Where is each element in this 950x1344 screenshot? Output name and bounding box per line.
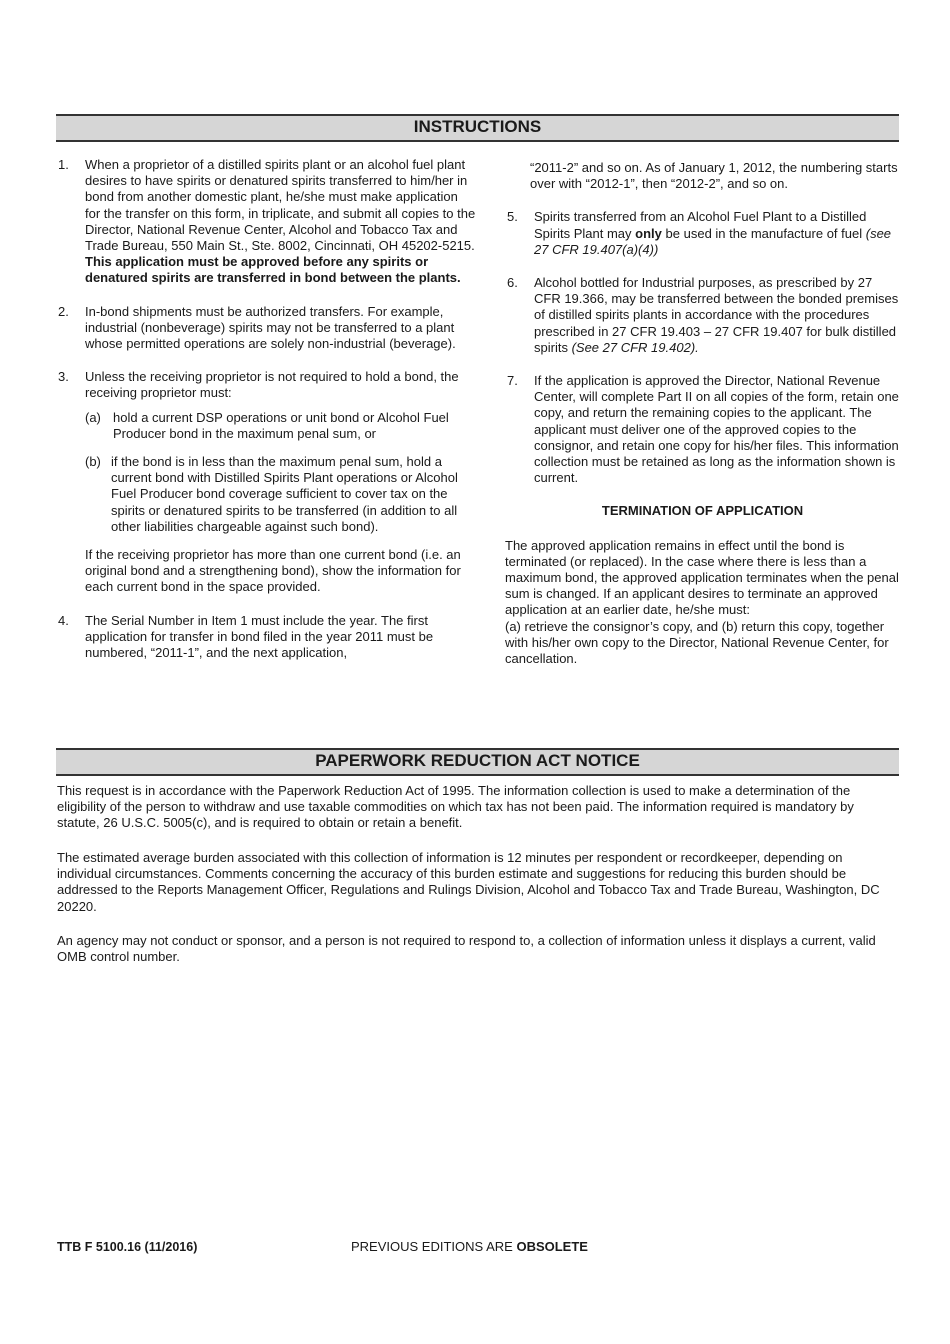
- item-citation: (see 27 CFR 19.407(a)(4)): [534, 225, 892, 257]
- editions-text: PREVIOUS EDITIONS ARE: [351, 1239, 513, 1254]
- instructions-left-column: [56, 157, 476, 678]
- termination-text-steps: (a) retrieve the consignor’s copy, and (b) return this copy, together with his/her own copy to the Director, National Revenue Center, for cancellation.: [505, 618, 889, 667]
- sub-text: if the bond is in less than the maximum penal sum, hold a current bond with Distilled Spirits Plant operations or Alcohol Fuel Producer bond coverage sufficient to cover tax on the spirits or denatured spirits to be transferred (in addition to all other liabilities chargeable against such bond).: [111, 454, 458, 534]
- instruction-item-5: [505, 209, 900, 258]
- item-text: When a proprietor of a distilled spirits plant or an alcohol fuel plant desires to have spirits or denatured spirits transferred to him/her in bond from another domestic plant, he/she must make application for the transfer on this form, in triplicate, and submit all copies to the Director, National Revenue Center, Alcohol and Tobacco Tax and Trade Bureau, 550 Main St., Ste. 8002, Cincinnati, OH 45202-5215.: [85, 157, 476, 254]
- paperwork-heading: PAPERWORK REDUCTION ACT NOTICE: [56, 748, 899, 776]
- item-citation: (See 27 CFR 19.402).: [571, 339, 699, 355]
- editions-notice: [351, 1239, 588, 1254]
- item-number: 4.: [58, 612, 69, 628]
- item-bold-text: This application must be approved before any spirits or denatured spirits are transferred in bond between the plants.: [85, 254, 461, 286]
- instructions-heading: INSTRUCTIONS: [56, 114, 899, 142]
- instruction-item-1: [56, 157, 476, 287]
- item-text: Spirits transferred from an Alcohol Fuel Plant to a Distilled Spirits Plant may: [534, 209, 867, 241]
- item-number: 7.: [507, 373, 518, 389]
- item-number: 3.: [58, 369, 69, 385]
- obsolete-text: OBSOLETE: [516, 1239, 588, 1254]
- item-text: Alcohol bottled for Industrial purposes, as prescribed by 27 CFR 19.366, may be transferred between the bonded premises of distilled spirits plants in accordance with the procedures prescribed in 27 CFR 19.403 – 27 CFR 19.407 for bulk distilled spirits: [534, 275, 899, 355]
- item-text: If the application is approved the Director, National Revenue Center, will complete Part II on all copies of the form, retain one copy, and return the remaining copies to the applicant. The applicant must deliver one of the approved copies to the consignor, and retain one copy for his/her files. This information collection must be retained as long as the information shown is current.: [534, 373, 899, 486]
- termination-heading: TERMINATION OF APPLICATION: [601, 503, 804, 519]
- item-number: 1.: [58, 157, 69, 172]
- item-text: be used in the manufacture of fuel: [665, 225, 863, 241]
- instruction-item-7: [505, 373, 900, 486]
- instruction-item-3: [56, 369, 476, 401]
- item-text: In-bond shipments must be authorized transfers. For example, industrial (nonbeverage) spirits may not be transferred to a plant whose permitted operations are solely non-industrial (beverage).: [85, 303, 456, 352]
- form-number: TTB F 5100.16 (11/2016): [57, 1240, 198, 1254]
- paperwork-paragraph-1: This request is in accordance with the Paperwork Reduction Act of 1995. The information collection is used to make a determination of the eligibility of the person to withdraw and use taxable commodities on which tax has not been paid. The information required is mandatory by statute, 26 U.S.C. 5005(c), and is required to obtain or retain a benefit.: [57, 783, 854, 831]
- instruction-item-3a: [85, 410, 476, 442]
- instruction-item-3b: [85, 454, 476, 535]
- sub-label: (b): [85, 454, 101, 470]
- instruction-item-3-note: If the receiving proprietor has more than one current bond (i.e. an original bond and a strengthening bond), show the information for each current bond in the space provided.: [85, 547, 461, 595]
- instructions-right-column: [505, 160, 900, 667]
- instruction-item-2: [56, 304, 476, 353]
- instruction-item-4-continued: [505, 160, 900, 192]
- item-text: Unless the receiving proprietor is not required to hold a bond, the receiving proprietor must:: [85, 369, 459, 401]
- paperwork-paragraph-2: The estimated average burden associated with this collection of information is 12 minutes per respondent or recordkeeper, depending on individual circumstances. Comments concerning the accuracy of this burden estimate and suggestions for reducing this burden should be addressed to the Reports Management Officer, Regulations and Rulings Division, Alcohol and Tobacco Tax and Trade Bureau, Washington, DC 20220.: [57, 850, 880, 914]
- instruction-item-6: [505, 275, 900, 356]
- item-text: The Serial Number in Item 1 must include the year. The first application for transfer in bond filed in the year 2011 must be numbered, “2011-1”, and the next application,: [85, 612, 434, 661]
- instruction-item-4: [56, 613, 476, 662]
- item-bold-text: only: [635, 225, 662, 241]
- item-number: 6.: [507, 275, 518, 291]
- termination-text: The approved application remains in effect until the bond is terminated (or replaced). In the case where there is less than a maximum bond, the approved application terminates when the penal sum is changed. If an applicant desires to terminate an approved application at an earlier date, he/she must:: [505, 537, 899, 618]
- item-number: 5.: [507, 209, 518, 225]
- sub-label: (a): [85, 409, 101, 425]
- paperwork-paragraph-3: An agency may not conduct or sponsor, and a person is not required to respond to, a collection of information unless it displays a current, valid OMB control number.: [57, 933, 876, 965]
- item-number: 2.: [58, 303, 69, 319]
- item-text: “2011-2” and so on. As of January 1, 2012, the numbering starts over with “2012-1”, then “2012-2”, and so on.: [530, 160, 898, 192]
- sub-text: hold a current DSP operations or unit bond or Alcohol Fuel Producer bond in the maximum penal sum, or: [113, 409, 449, 441]
